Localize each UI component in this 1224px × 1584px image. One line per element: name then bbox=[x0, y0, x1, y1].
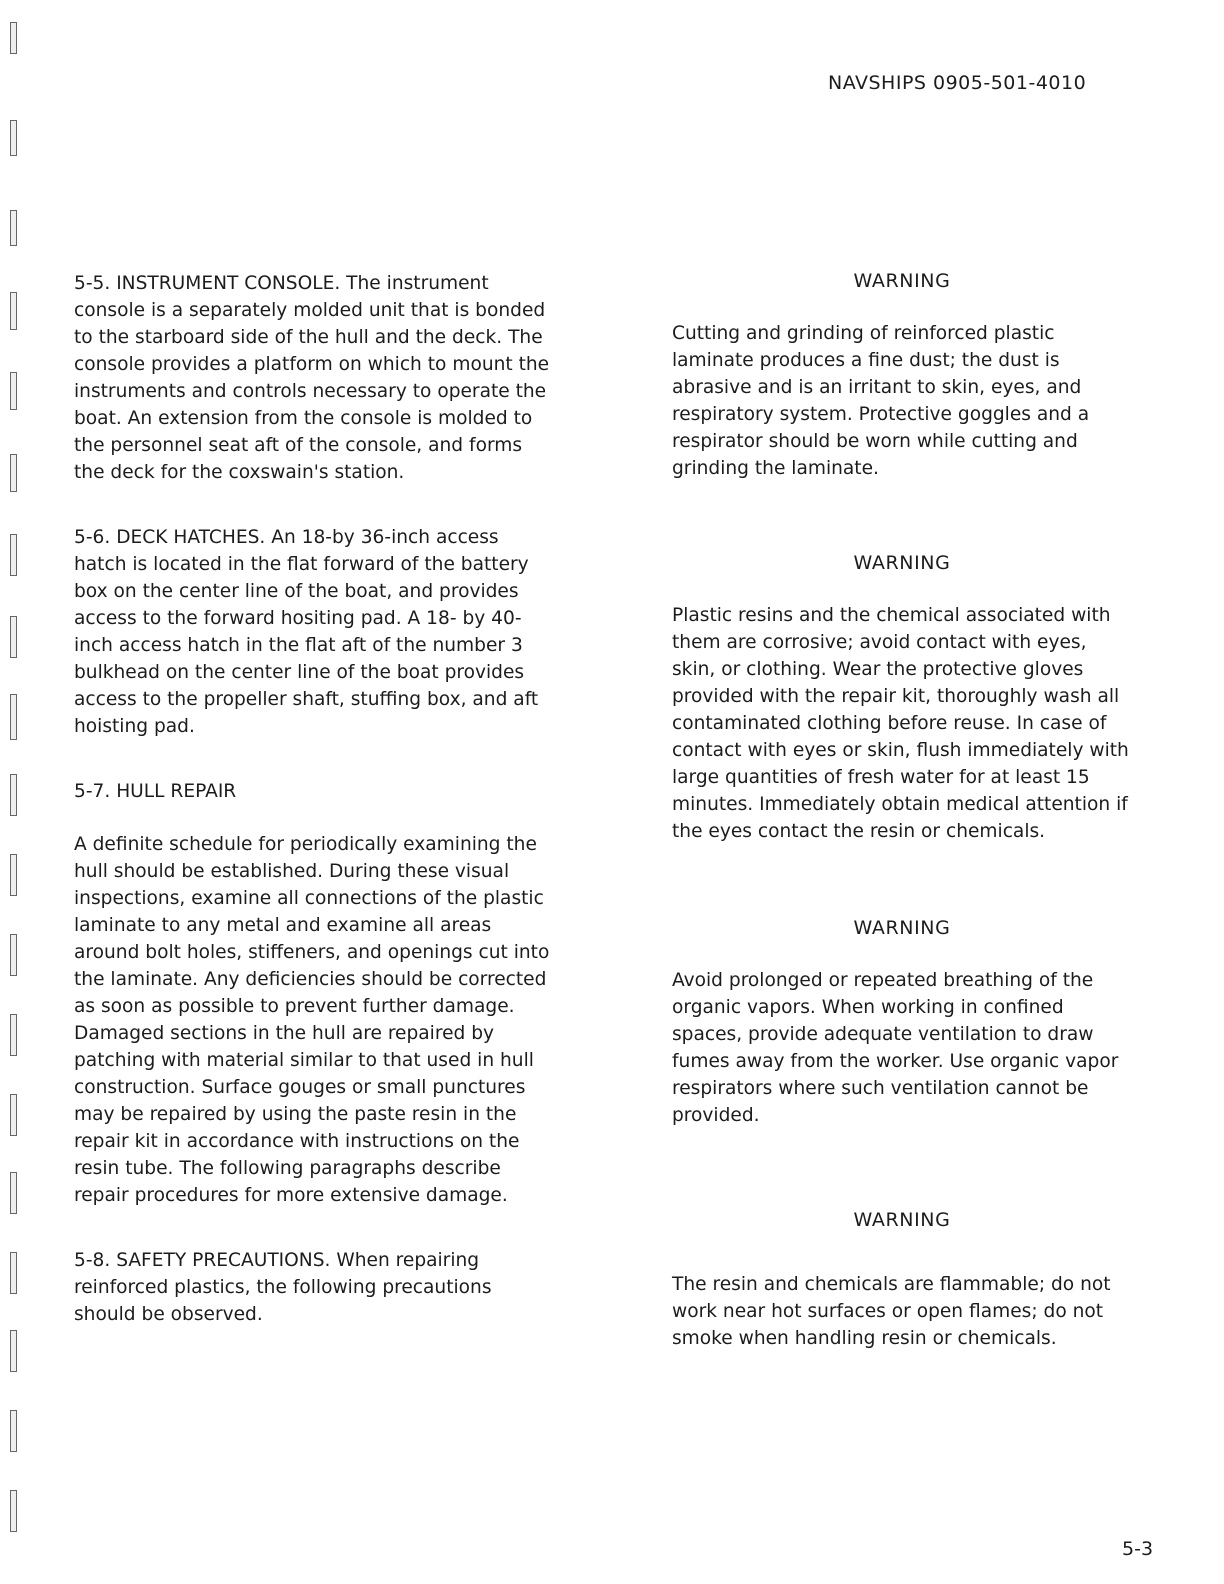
binding-holes bbox=[8, 0, 18, 1584]
warning-block bbox=[672, 270, 1132, 482]
section-title: 5-7. HULL REPAIR bbox=[74, 781, 237, 802]
warning-text: Avoid prolonged or repeated breathing of the organic vapors. When working in confined spaces, provide adequate ventilation to draw fumes away from the worker. Use organic vapor respirators where such ventilation cannot be provided. bbox=[672, 970, 1119, 1126]
right-column bbox=[672, 270, 1132, 1424]
warning-text: Cutting and grinding of reinforced plastic laminate produces a fine dust; the dust is abrasive and is an irritant to skin, eyes, and respiratory system. Protective goggles and a respirator should be worn while cutting and grinding the laminate. bbox=[672, 323, 1090, 479]
section-5-8 bbox=[74, 1247, 554, 1328]
section-text bbox=[74, 524, 554, 740]
section-text bbox=[74, 1247, 554, 1328]
section-title: 5-6. DECK HATCHES. bbox=[74, 527, 266, 548]
warning-block bbox=[672, 917, 1132, 1129]
warning-text: The resin and chemicals are flammable; do not work near hot surfaces or open flames; do not smoke when handling resin or chemicals. bbox=[672, 1274, 1111, 1349]
document-number: NAVSHIPS 0905-501-4010 bbox=[828, 72, 1087, 94]
section-body: A definite schedule for periodically examining the hull should be established. During these visual inspections, examine all connections of the plastic laminate to any metal and examine all areas around bolt holes, stiffeners, and openings cut into the laminate. Any deficiencies should be corrected as soon as possible to prevent further damage. Damaged sections in the hull are repaired by patching with material similar to that used in hull construction. Surface gouges or small punctures may be repaired by using the paste resin in the repair kit in accordance with instructions on the resin tube. The following paragraphs describe repair procedures for more extensive damage. bbox=[74, 834, 550, 1206]
warning-block bbox=[672, 552, 1132, 845]
section-body: When repairing reinforced plastics, the following precautions should be observed. bbox=[74, 1250, 492, 1325]
section-title: 5-8. SAFETY PRECAUTIONS. bbox=[74, 1250, 331, 1271]
section-text bbox=[74, 270, 554, 486]
section-body: The instrument console is a separately molded unit that is bonded to the starboard side of the hull and the deck. The console provides a platform on which to mount the instruments and controls necessary to operate the boat. An extension from the console is molded to the personnel seat aft of the console, and forms the deck for the coxswain's station. bbox=[74, 273, 550, 483]
section-title: 5-5. INSTRUMENT CONSOLE. bbox=[74, 273, 341, 294]
warning-block bbox=[672, 1209, 1132, 1352]
page-number: 5-3 bbox=[1122, 1538, 1154, 1560]
section-5-7 bbox=[74, 778, 554, 1209]
warning-heading: WARNING bbox=[853, 552, 951, 574]
section-body: An 18-by 36-inch access hatch is located in the flat forward of the battery box on the center line of the boat, and provides access to the forward hositing pad. A 18- by 40-inch access hatch in the flat aft of the number 3 bulkhead on the center line of the boat provides access to the propeller shaft, stuffing box, and aft hoisting pad. bbox=[74, 527, 539, 737]
warning-heading: WARNING bbox=[853, 270, 951, 292]
section-5-6 bbox=[74, 524, 554, 740]
warning-heading: WARNING bbox=[853, 917, 951, 939]
warning-text: Plastic resins and the chemical associated with them are corrosive; avoid contact with eyes, skin, or clothing. Wear the protective gloves provided with the repair kit, thoroughly wash all contaminated clothing before reuse. In case of contact with eyes or skin, flush immediately with large quantities of fresh water for at least 15 minutes. Immediately obtain medical attention if the eyes contact the resin or chemicals. bbox=[672, 605, 1129, 842]
left-column bbox=[74, 270, 554, 1364]
warning-heading: WARNING bbox=[853, 1209, 951, 1231]
section-5-5 bbox=[74, 270, 554, 486]
